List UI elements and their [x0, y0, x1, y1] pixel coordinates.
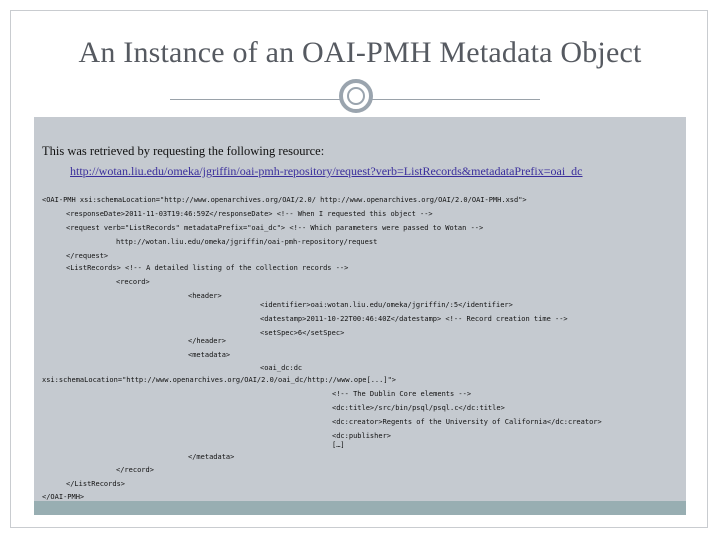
code-line: <record> [116, 278, 150, 286]
code-line: <!-- The Dublin Core elements --> [332, 390, 472, 398]
code-line: </header> [188, 337, 226, 345]
code-line: <metadata> [188, 351, 231, 359]
code-line: <identifier>oai:wotan.liu.edu/omeka/jgriffin/:5</identifier> [260, 301, 513, 309]
code-line: </request> [66, 252, 109, 260]
code-line: http://wotan.liu.edu/omeka/jgriffin/oai-pmh-repository/request [116, 238, 378, 246]
footer-bar [34, 501, 686, 515]
request-url-link[interactable]: http://wotan.liu.edu/omeka/jgriffin/oai-pmh-repository/request?verb=ListRecords&metadataPrefix=oai_dc [70, 164, 583, 178]
code-line: <request verb="ListRecords" metadataPrefix="oai_dc"> <!-- Which parameters were passed to Wotan --> [66, 224, 484, 232]
code-line: </ListRecords> [66, 480, 126, 488]
code-line: <responseDate>2011-11-03T19:46:59Z</responseDate> <!-- When I requested this object --> [66, 210, 433, 218]
code-line: <datestamp>2011-10-22T00:46:40Z</datestamp> <!-- Record creation time --> [260, 315, 568, 323]
ring-ornament-icon [339, 79, 373, 113]
intro-text: This was retrieved by requesting the following resource: [42, 144, 325, 158]
code-line: </OAI-PMH> [42, 493, 85, 501]
code-line: <header> [188, 292, 222, 300]
code-line: <oai_dc:dc [260, 364, 303, 372]
code-line: xsi:schemaLocation="http://www.openarchives.org/OAI/2.0/oai_dc/http://www.ope[...]"> [42, 376, 397, 384]
code-line: </record> [116, 466, 154, 474]
code-line: […] [332, 441, 345, 449]
code-line: <dc:publisher> [332, 432, 392, 440]
code-line: <dc:creator>Regents of the University of California</dc:creator> [332, 418, 602, 426]
code-line: <dc:title>/src/bin/psql/psql.c</dc:title> [332, 404, 505, 412]
code-line: <OAI-PMH xsi:schemaLocation="http://www.openarchives.org/OAI/2.0/ http://www.openarchives.org/OAI/2.0/OAI-PMH.xsd"> [42, 196, 527, 204]
slide-title: An Instance of an OAI-PMH Metadata Object [78, 36, 642, 69]
code-line: <setSpec>6</setSpec> [260, 329, 345, 337]
code-line: </metadata> [188, 453, 235, 461]
code-line: <ListRecords> <!-- A detailed listing of the collection records --> [66, 264, 349, 272]
